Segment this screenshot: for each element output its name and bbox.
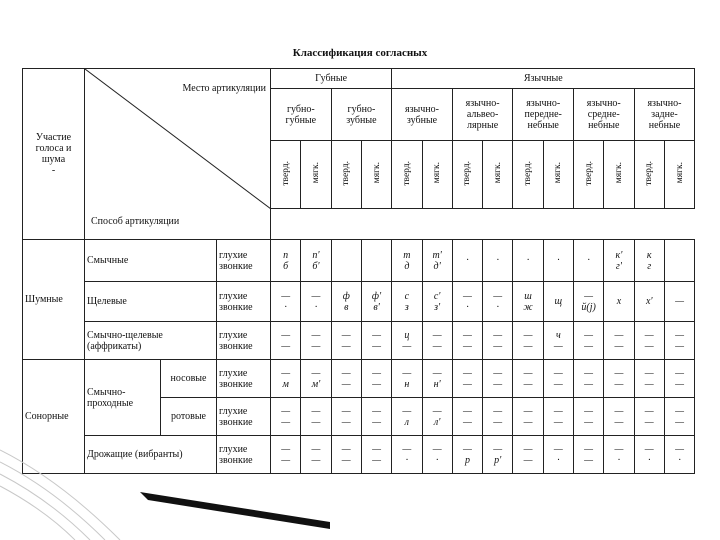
voice-cell: глухие звонкие bbox=[217, 398, 271, 436]
soft-label: мягк. bbox=[492, 162, 503, 184]
sound-cell: — — bbox=[513, 360, 543, 398]
voice-noise-label: Участие голоса и шума bbox=[35, 132, 72, 165]
sound-cell: — — bbox=[452, 360, 482, 398]
consonant-table bbox=[22, 68, 695, 474]
sound-cell: п б bbox=[271, 240, 301, 282]
sound-cell: · bbox=[573, 240, 603, 282]
sound-cell: — · bbox=[452, 282, 482, 322]
place-postpalatal: язычно-задне-небные bbox=[634, 89, 695, 141]
sound-cell: к' г' bbox=[604, 240, 634, 282]
sound-cell: — — bbox=[301, 398, 331, 436]
place-midpalatal: язычно-средне-небные bbox=[573, 89, 634, 141]
soft-label: мягк. bbox=[553, 162, 564, 184]
sound-cell: — й(j) bbox=[573, 282, 603, 322]
hard-label: тверд. bbox=[401, 160, 412, 186]
sound-cell bbox=[331, 240, 361, 282]
sound-cell: п' б' bbox=[301, 240, 331, 282]
sound-cell: — · bbox=[543, 436, 573, 474]
lingual-header: Язычные bbox=[392, 69, 695, 89]
sound-cell: — — bbox=[483, 322, 513, 360]
sound-cell: — — bbox=[634, 360, 664, 398]
sound-cell: — · bbox=[301, 282, 331, 322]
consonant-table-wrapper bbox=[22, 68, 694, 474]
sound-cell: — — bbox=[301, 322, 331, 360]
sound-cell: — л bbox=[392, 398, 422, 436]
voice-noise-mark: - bbox=[51, 165, 56, 176]
sound-cell: — — bbox=[604, 360, 634, 398]
soft-label: мягк. bbox=[371, 162, 382, 184]
sound-cell: — — bbox=[604, 398, 634, 436]
sound-cell: — · bbox=[392, 436, 422, 474]
sound-cell: — — bbox=[513, 322, 543, 360]
sound-cell: — · bbox=[664, 436, 694, 474]
sound-cell: — н' bbox=[422, 360, 452, 398]
sound-cell: — — bbox=[331, 360, 361, 398]
place-labiolabial: губно-губные bbox=[271, 89, 332, 141]
sound-cell: ц — bbox=[392, 322, 422, 360]
sound-cell: · bbox=[452, 240, 482, 282]
voice-cell: глухие звонкие bbox=[217, 360, 271, 398]
sound-cell: — м' bbox=[301, 360, 331, 398]
sound-cell bbox=[361, 240, 391, 282]
table-title: Классификация согласных bbox=[292, 47, 428, 59]
voice-cell: глухие звонкие bbox=[217, 282, 271, 322]
soft-label: мягк. bbox=[674, 162, 685, 184]
manner-trills: Дрожащие (вибранты) bbox=[85, 436, 217, 474]
group-sonorant: Сонорные bbox=[23, 360, 85, 474]
decorative-stroke bbox=[140, 492, 330, 529]
sound-cell: — — bbox=[604, 322, 634, 360]
sound-cell: с' з' bbox=[422, 282, 452, 322]
sound-cell: — · bbox=[604, 436, 634, 474]
sound-cell: щ bbox=[543, 282, 573, 322]
sound-cell: — — bbox=[543, 398, 573, 436]
place-labiodental: губно-зубные bbox=[331, 89, 392, 141]
sound-cell: — — bbox=[301, 436, 331, 474]
hard-label: тверд. bbox=[644, 160, 655, 186]
sound-cell: — — bbox=[271, 398, 301, 436]
voice-cell: глухие звонкие bbox=[217, 322, 271, 360]
sound-cell: — м bbox=[271, 360, 301, 398]
sound-cell: — л' bbox=[422, 398, 452, 436]
sound-cell: — — bbox=[573, 398, 603, 436]
sound-cell: х' bbox=[634, 282, 664, 322]
manner-header-label: Способ артикуляции bbox=[91, 216, 180, 227]
sound-cell: — bbox=[664, 282, 694, 322]
voice-cell: глухие звонкие bbox=[217, 240, 271, 282]
sound-cell: — · bbox=[271, 282, 301, 322]
hard-label: тверд. bbox=[341, 160, 352, 186]
sound-cell: · bbox=[543, 240, 573, 282]
hard-label: тверд. bbox=[583, 160, 594, 186]
voice-cell: глухие звонкие bbox=[217, 436, 271, 474]
sound-cell: — · bbox=[483, 282, 513, 322]
diagonal-header-cell bbox=[85, 69, 271, 240]
hard-label: тверд. bbox=[462, 160, 473, 186]
hard-label: тверд. bbox=[280, 160, 291, 186]
table-row bbox=[23, 282, 695, 322]
sound-cell: — · bbox=[634, 436, 664, 474]
manner-nasal: носовые bbox=[161, 360, 217, 398]
sound-cell: ч — bbox=[543, 322, 573, 360]
sound-cell: — — bbox=[361, 398, 391, 436]
sound-cell: — — bbox=[452, 322, 482, 360]
sound-cell: · bbox=[513, 240, 543, 282]
sound-cell: — — bbox=[634, 322, 664, 360]
sound-cell: к г bbox=[634, 240, 664, 282]
group-noisy: Шумные bbox=[23, 240, 85, 360]
manner-lateral: ротовые bbox=[161, 398, 217, 436]
sound-cell: — — bbox=[422, 322, 452, 360]
sound-cell: х bbox=[604, 282, 634, 322]
place-prepalatal: язычно-передне-небные bbox=[513, 89, 574, 141]
labial-header: Губные bbox=[271, 69, 392, 89]
place-dental: язычно-зубные bbox=[392, 89, 453, 141]
sound-cell: — — bbox=[483, 398, 513, 436]
table-row bbox=[23, 240, 695, 282]
sound-cell: — — bbox=[483, 360, 513, 398]
manner-stop-passage: Смычно-проходные bbox=[85, 360, 161, 436]
sound-cell: — — bbox=[634, 398, 664, 436]
table-row bbox=[23, 322, 695, 360]
sound-cell: · bbox=[483, 240, 513, 282]
sound-cell: — — bbox=[543, 360, 573, 398]
sound-cell: т д bbox=[392, 240, 422, 282]
sound-cell: — — bbox=[271, 322, 301, 360]
hard-label: тверд. bbox=[523, 160, 534, 186]
sound-cell: — — bbox=[664, 398, 694, 436]
soft-label: мягк. bbox=[613, 162, 624, 184]
sound-cell bbox=[664, 240, 694, 282]
sound-cell: — — bbox=[664, 322, 694, 360]
sound-cell: с з bbox=[392, 282, 422, 322]
sound-cell: — — bbox=[331, 322, 361, 360]
sound-cell: — — bbox=[513, 398, 543, 436]
sound-cell: — р' bbox=[483, 436, 513, 474]
sound-cell: — н bbox=[392, 360, 422, 398]
sound-cell: — · bbox=[422, 436, 452, 474]
manner-affricates: Смычно-щелевые (аффрикаты) bbox=[85, 322, 217, 360]
sound-cell: — — bbox=[573, 322, 603, 360]
table-row bbox=[23, 360, 695, 398]
sound-cell: — — bbox=[361, 322, 391, 360]
sound-cell: — — bbox=[361, 436, 391, 474]
sound-cell: ф в bbox=[331, 282, 361, 322]
voice-noise-header bbox=[23, 69, 85, 240]
soft-label: мягк. bbox=[310, 162, 321, 184]
sound-cell: ш ж bbox=[513, 282, 543, 322]
sound-cell: т' д' bbox=[422, 240, 452, 282]
sound-cell: — — bbox=[573, 360, 603, 398]
sound-cell: — — bbox=[664, 360, 694, 398]
sound-cell: — р bbox=[452, 436, 482, 474]
place-alveolar: язычно-альвео-лярные bbox=[452, 89, 513, 141]
soft-label: мягк. bbox=[432, 162, 443, 184]
sound-cell: — — bbox=[331, 398, 361, 436]
sound-cell: ф' в' bbox=[361, 282, 391, 322]
sound-cell: — — bbox=[513, 436, 543, 474]
manner-fricatives: Щелевые bbox=[85, 282, 217, 322]
place-header-label: Место артикуляции bbox=[182, 83, 267, 94]
manner-stops: Смычные bbox=[85, 240, 217, 282]
sound-cell: — — bbox=[361, 360, 391, 398]
sound-cell: — — bbox=[573, 436, 603, 474]
table-row bbox=[23, 436, 695, 474]
sound-cell: — — bbox=[331, 436, 361, 474]
sound-cell: — — bbox=[271, 436, 301, 474]
sound-cell: — — bbox=[452, 398, 482, 436]
